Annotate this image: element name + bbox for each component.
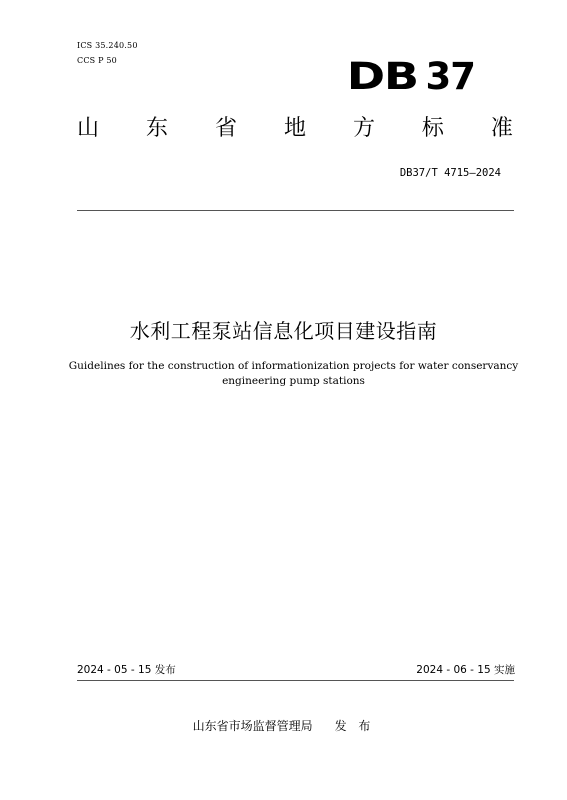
standard-type-heading (77, 118, 513, 140)
publisher-line (0, 717, 567, 734)
ccs-code: CCS P 50 (77, 56, 117, 65)
implementation-date: 2024 - 06 - 15 实施 (416, 664, 515, 676)
standard-type-char: 方 (352, 116, 375, 141)
title-english: Guidelines for the construction of informationization projects for water conservancy engineering pump stations (68, 360, 519, 387)
standard-type-char: 山 (77, 116, 100, 141)
title-chinese: 水利工程泵站信息化项目建设指南 (129, 319, 438, 343)
standard-type-char: 省 (214, 116, 237, 141)
standard-type-char: 东 (145, 116, 168, 141)
ics-code: ICS 35.240.50 (77, 41, 138, 50)
top-divider (77, 210, 514, 211)
standard-code: DB37/T 4715—2024 (399, 167, 501, 179)
standard-type-char: 标 (421, 116, 444, 141)
standard-type-char: 准 (490, 116, 513, 141)
publisher-name: 山东省市场监督管理局 (192, 719, 313, 733)
db-standard-mark (346, 55, 475, 98)
publisher-action: 发 布 (334, 719, 375, 733)
bottom-divider (77, 680, 514, 681)
db-mark-prefix: DB (346, 55, 418, 98)
standard-type-char: 地 (283, 116, 306, 141)
issue-date: 2024 - 05 - 15 发布 (77, 664, 176, 676)
db-mark-number: 37 (425, 55, 475, 98)
